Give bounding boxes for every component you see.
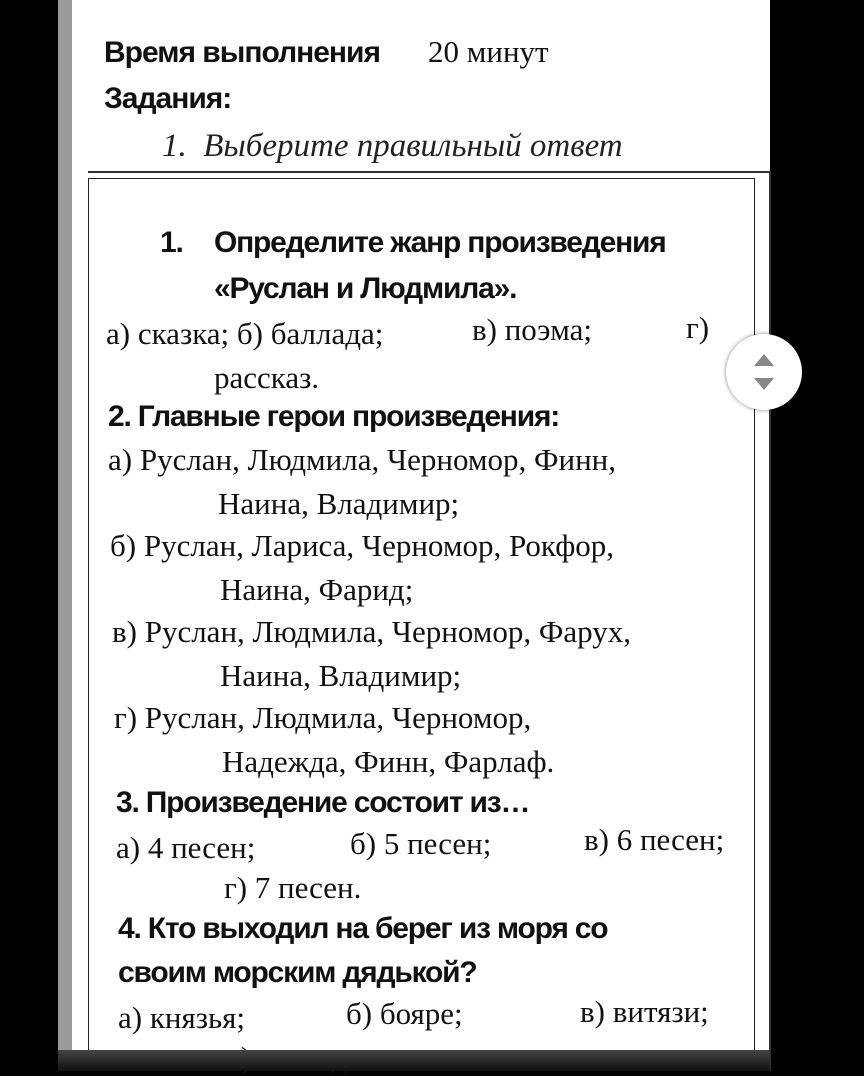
q3-option-g: г) 7 песен. <box>224 870 362 905</box>
instruction <box>162 128 623 165</box>
q4-option-a: а) князья; <box>118 1000 245 1035</box>
q1-option-ab: а) сказка; б) баллада; <box>106 316 384 351</box>
q2-option-a-line2: Наина, Владимир; <box>218 486 460 521</box>
page-edge-shadow <box>58 0 72 1071</box>
instruction-text: Выберите правильный ответ <box>203 128 623 164</box>
q3-option-b: б) 5 песен; <box>350 826 492 861</box>
q2-option-v-line1: в) Руслан, Людмила, Черномор, Фарух, <box>112 614 631 649</box>
q2-option-v-line2: Наина, Владимир; <box>220 658 462 693</box>
q1-option-g-cont: рассказ. <box>214 360 320 395</box>
q4-option-b: б) бояре; <box>346 996 463 1031</box>
q2-option-b-line1: б) Руслан, Лариса, Черномор, Рокфор, <box>110 528 615 563</box>
q3-option-a: а) 4 песен; <box>116 830 256 865</box>
time-label: Время выполнения <box>104 36 381 69</box>
q1-number: 1. <box>160 226 183 259</box>
q1-title-line1: Определите жанр произведения <box>214 226 666 259</box>
q2-option-a-line1: а) Руслан, Людмила, Черномор, Финн, <box>108 442 617 477</box>
scroll-handle[interactable] <box>726 334 802 410</box>
table-right-border <box>769 171 771 1071</box>
time-value: 20 минут <box>428 34 549 69</box>
q4-option-v: в) витязи; <box>580 994 709 1029</box>
q3-title: 3. Произведение состоит из… <box>116 786 530 819</box>
q2-option-b-line2: Наина, Фарид; <box>220 572 414 607</box>
table-top-border <box>88 171 770 173</box>
q3-option-v: в) 6 песен; <box>584 822 725 857</box>
instruction-number: 1. <box>162 128 187 164</box>
q1-option-v: в) поэма; <box>472 312 592 347</box>
up-down-arrows-icon <box>750 352 778 392</box>
q4-title-line2: своим морским дядькой? <box>118 956 477 989</box>
q1-title-line2: «Руслан и Людмила». <box>214 272 517 305</box>
q2-option-g-line1: г) Руслан, Людмила, Черномор, <box>114 700 532 735</box>
q2-title: 2. Главные герои произведения: <box>108 400 560 433</box>
q2-option-g-line2: Надежда, Финн, Фарлаф. <box>222 744 555 779</box>
q1-option-g: г) <box>686 310 710 345</box>
page-bottom-shadow <box>58 1050 770 1071</box>
q4-title-line1: 4. Кто выходил на берег из моря со <box>118 912 608 945</box>
tasks-label: Задания: <box>104 82 232 115</box>
